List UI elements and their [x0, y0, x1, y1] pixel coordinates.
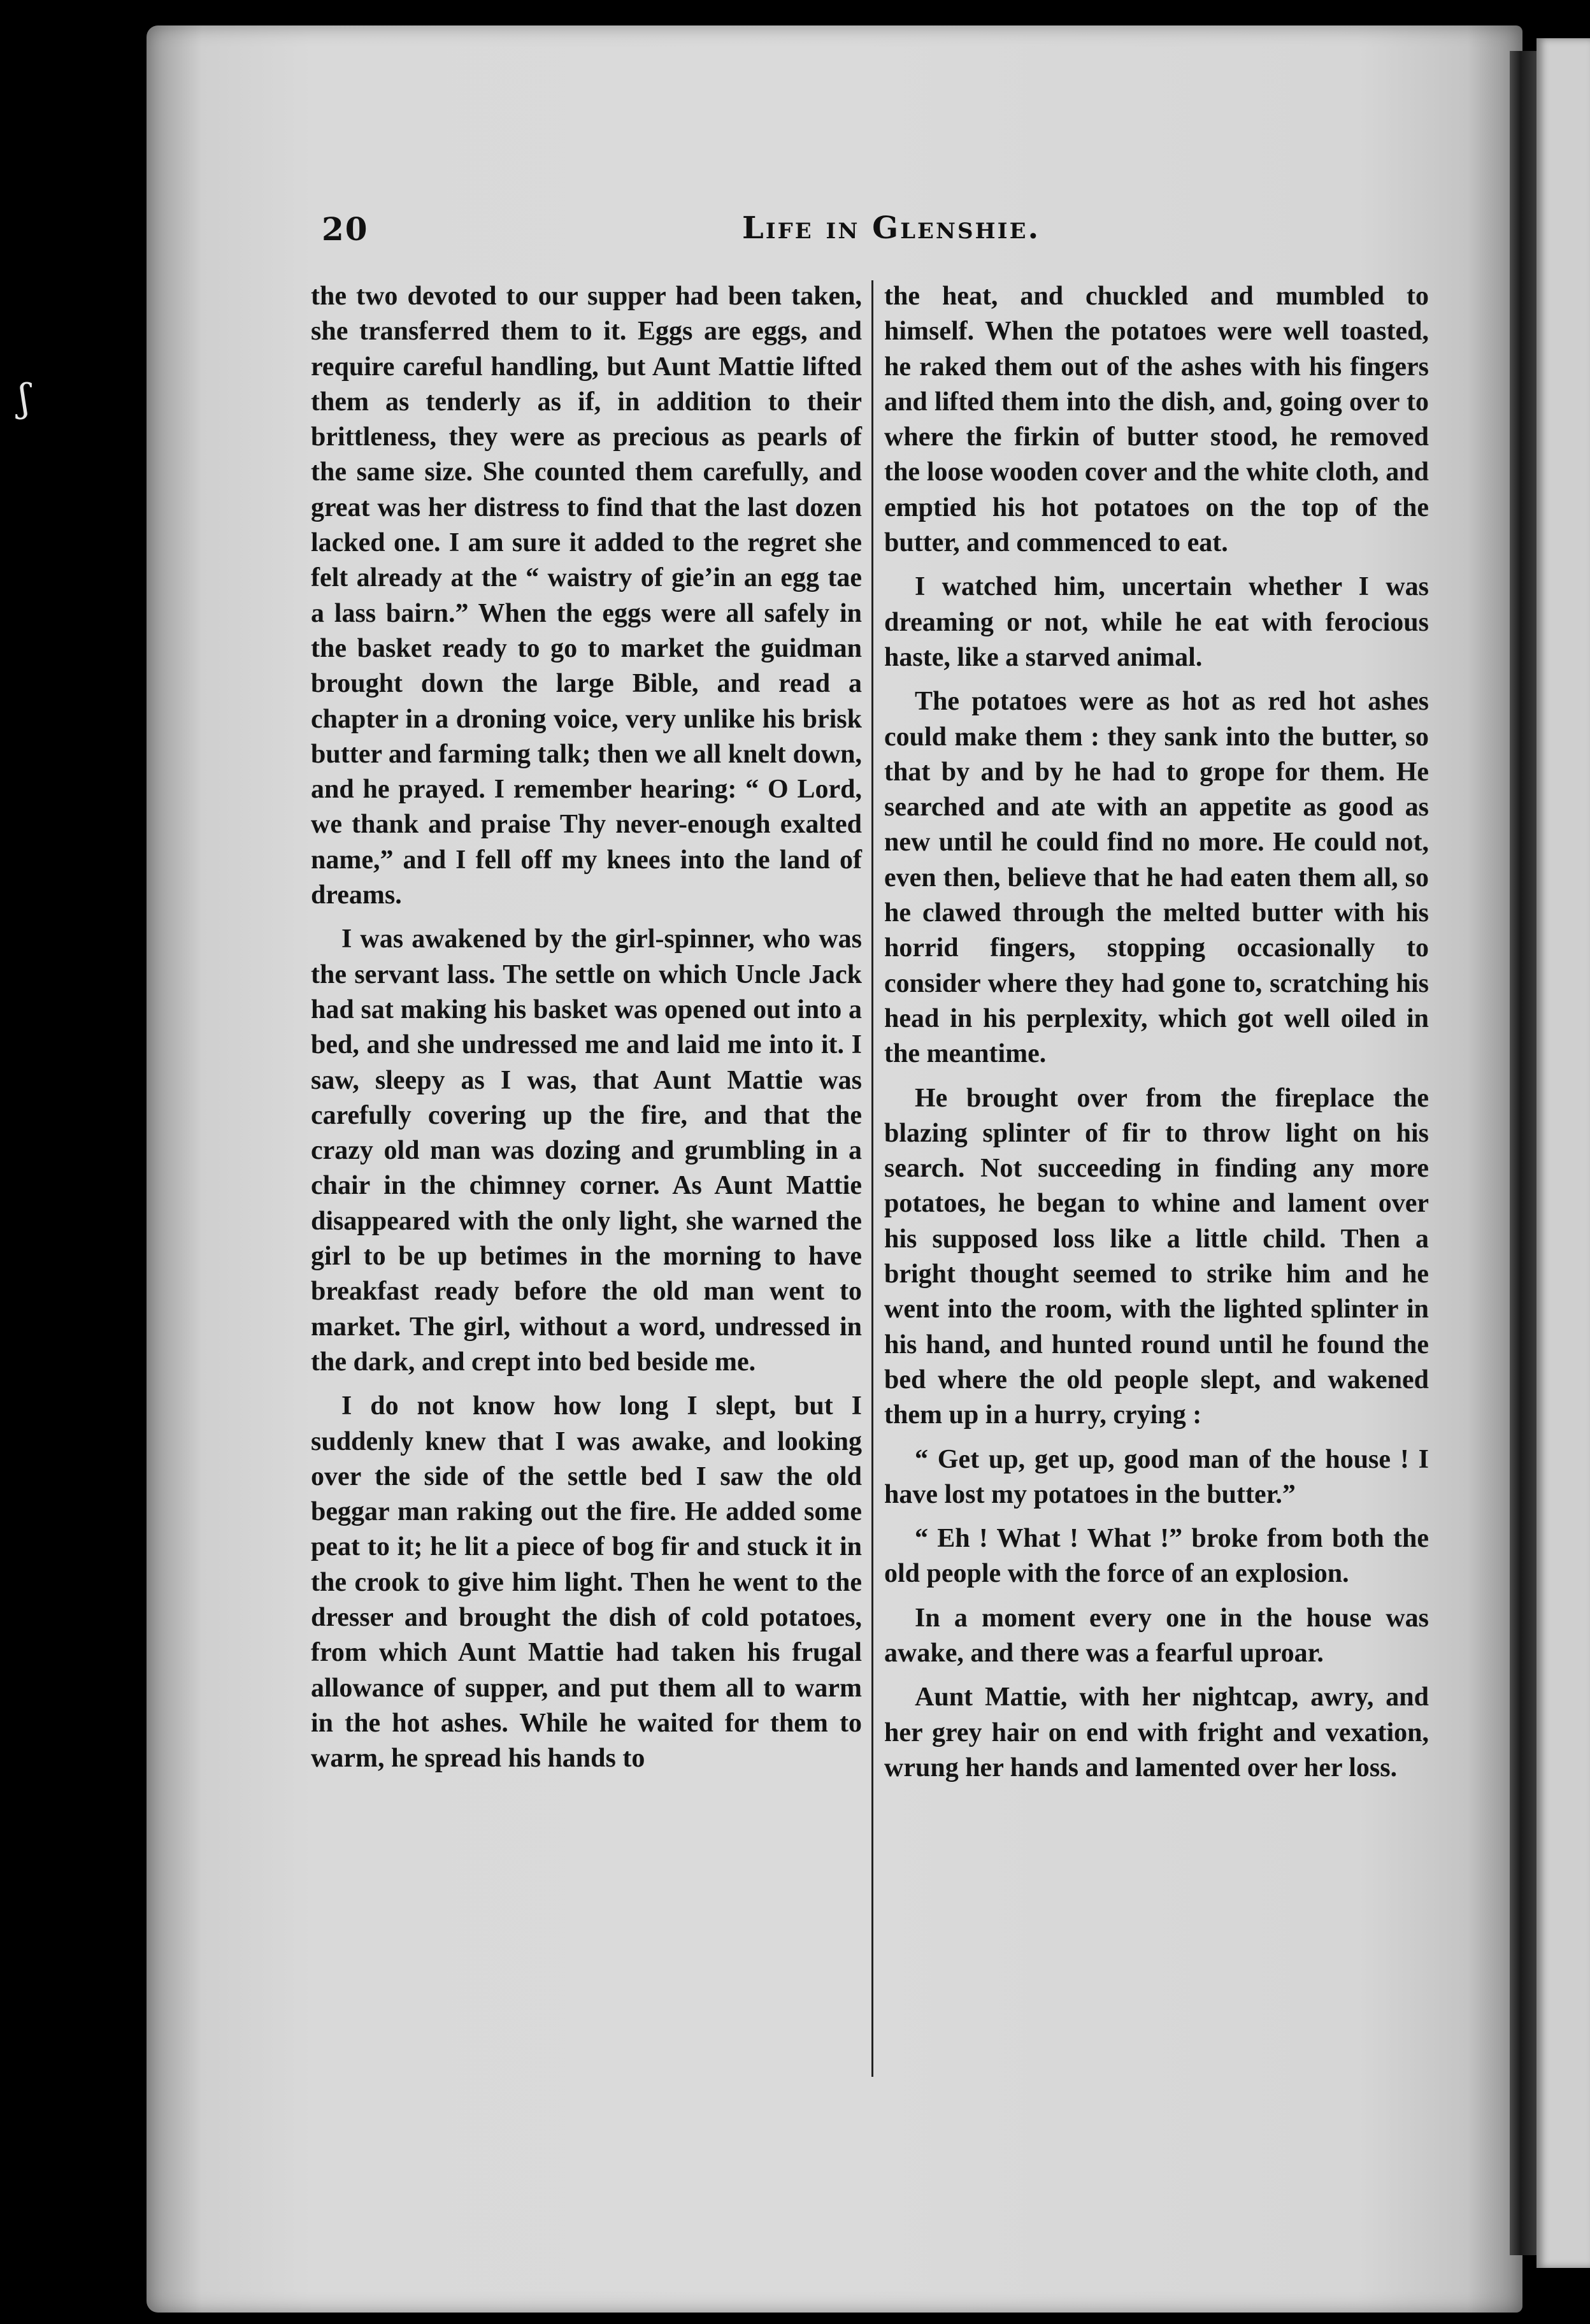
page-header	[322, 210, 1392, 268]
page-number: 20	[322, 210, 369, 248]
right-column	[884, 279, 1429, 1786]
paragraph: I was awakened by the girl-spinner, who was the servant lass. The settle on which Uncle Jack had sat making his basket was opened out into a bed, and she undressed me and laid me into it. I saw, sleepy as I was, that Aunt Mattie was carefully covering up the fire, and that the crazy old man was dozing and grumbling in a chair in the chimney corner. As Aunt Mattie disappeared with the only light, she warned the girl to be up betimes in the morning to have breakfast ready before the old man went to market. The girl, without a word, undressed in the dark, and crept into bed beside me.	[311, 924, 862, 1377]
running-head: Life in Glenshie.	[742, 210, 1041, 246]
facing-page-strip	[1536, 38, 1590, 2268]
paragraph: “ Get up, get up, good man of the house ! I have lost my potatoes in the butter.”	[884, 1444, 1429, 1509]
paragraph: the heat, and chuckled and mumbled to himself. When the potatoes were well toasted, he raked them out of the ashes with his fingers and lifted them into the dish, and, going over to where the firkin of butter stood, he removed the loose wooden cover and the white cloth, and emptied his hot potatoes on the top of the butter, and commenced to eat.	[884, 282, 1429, 558]
paragraph: the two devoted to our supper had been taken, she transferred them to it. Eggs are eggs, and require careful handling, but Aunt Mattie lifted them as tenderly as if, in addition to their brittleness, they were as precious as pearls of the same size. She counted them carefully, and great was her distress to find that the last dozen lacked one. I am sure it added to the regret she felt already at the “ waistry of gie’in an egg tae a lass bairn.” When the eggs were all safely in the basket ready to go to market the guidman brought down the large Bible, and read a chapter in a droning voice, very unlike his brisk butter and farming talk; then we all knelt down, and he prayed. I remember hearing: “ O Lord, we thank and praise Thy never-enough exalted name,” and I fell off my knees into the land of dreams.	[311, 282, 862, 910]
paragraph: I watched him, uncertain whether I was dreaming or not, while he eat with ferocious haste, like a starved animal.	[884, 572, 1429, 672]
page-edge-shadow	[1510, 51, 1536, 2255]
paragraph: In a moment every one in the house was awake, and there was a fearful uproar.	[884, 1603, 1429, 1668]
paragraph: I do not know how long I slept, but I suddenly knew that I was awake, and looking over the side of the settle bed I saw the old beggar man raking out the fire. He added some peat to it; he lit a piece of bog fir and stuck it in the crook to give him light. Then he went to the dresser and brought the dish of cold potatoes, from which Aunt Mattie had taken his frugal allowance of supper, and put them all to warm in the hot ashes. While he waited for them to warm, he spread his hands to	[311, 1391, 862, 1774]
paragraph: The potatoes were as hot as red hot ashes could make them : they sank into the butter, so that by and by he had to grope for them. He searched and ate with an appetite as good as new until he could find no more. He could not, even then, believe that he had eaten them all, so he clawed through the melted butter with his horrid fingers, stopping occasionally to consider where they had gone to, scratching his head in his perplexity, which got well oiled in the meantime.	[884, 687, 1429, 1069]
margin-mark: ʃ	[19, 376, 30, 420]
paragraph: “ Eh ! What ! What !” broke from both the old people with the force of an explosion.	[884, 1524, 1429, 1589]
paragraph: Aunt Mattie, with her nightcap, awry, and her grey hair on end with fright and vexation, wrung her hands and lamented over her loss.	[884, 1682, 1429, 1782]
column-divider	[871, 280, 873, 2077]
paragraph: He brought over from the fireplace the blazing splinter of fir to throw light on his search. Not succeeding in finding any more potatoes, he began to whine and lament over his supposed loss like a little child. Then a bright thought seemed to strike him and he went into the room, with the lighted splinter in his hand, and hunted round until he found the bed where the old people slept, and wakened them up in a hurry, crying :	[884, 1083, 1429, 1430]
left-column	[311, 279, 862, 1776]
